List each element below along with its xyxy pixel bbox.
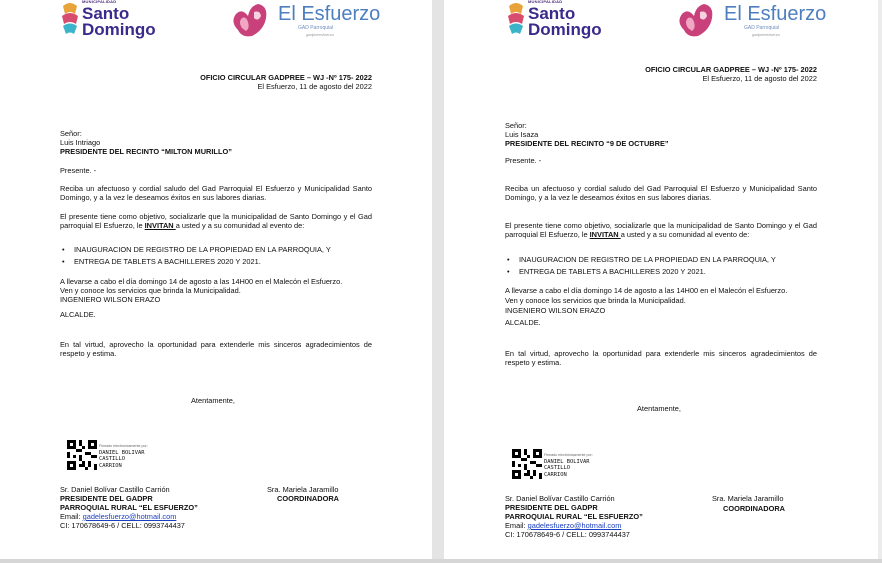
list-item: • ENTREGA DE TABLETS A BACHILLERES 2020 Y 2021.: [60, 256, 331, 268]
list-item: • INAUGURACION DE REGISTRO DE LA PROPIEDAD EN LA PARROQUIA, Y: [505, 254, 776, 266]
objective-before: El presente tiene como objetivo, socializarle que la municipalidad de Santo Domingo y el Gad parroquial El Esfuerzo, le: [505, 221, 817, 239]
email-label: Email:: [505, 521, 528, 530]
el-esfuerzo-logo: [674, 0, 827, 42]
santo-domingo-word-2: Domingo: [82, 20, 156, 39]
salutation: Señor:: [60, 129, 82, 138]
mayor-line: ALCALDE.: [505, 318, 541, 327]
horizontal-scrollbar[interactable]: [0, 559, 882, 563]
atentamente: Atentamente,: [191, 396, 235, 405]
signature-name-line: CARRION: [544, 471, 567, 478]
closing-paragraph: En tal virtud, aprovecho la oportunidad para extenderle mis sinceros agradecimientos de respeto y estima.: [505, 349, 817, 367]
signature-name-line: CASTILLO: [544, 465, 570, 471]
engineer-line: INGENIERO WILSON ERAZO: [60, 295, 161, 304]
signature-caption: Firmado electrónicamente por:: [544, 453, 593, 457]
email-label: Email:: [60, 512, 83, 521]
signer-org: PARROQUIAL RURAL “EL ESFUERZO”: [60, 503, 198, 512]
el-esfuerzo-title: El Esfuerzo: [724, 3, 827, 25]
objective-paragraph: [505, 222, 817, 239]
greeting-paragraph: Reciba un afectuoso y cordial saludo del Gad Parroquial El Esfuerzo y Municipalidad Santo Domingo, y a la vez le deseamos éxitos en sus labores diarias.: [505, 184, 817, 202]
signer-title: PRESIDENTE DEL GADPR: [60, 494, 153, 503]
recipient-title: PRESIDENTE DEL RECINTO “MILTON MURILLO”: [60, 147, 232, 156]
el-esfuerzo-tagline: gadpreesfuerzo: [752, 32, 780, 37]
el-esfuerzo-mark-icon: [674, 0, 720, 40]
page-gutter: [432, 0, 444, 563]
santo-domingo-crest-icon: [506, 0, 526, 36]
el-esfuerzo-title: El Esfuerzo: [278, 3, 381, 25]
document-page-left: [0, 0, 432, 559]
santo-domingo-logo: [506, 0, 606, 40]
santo-domingo-top-text: MUNICIPALIDAD: [82, 0, 117, 4]
recipient-name: Luis Isaza: [505, 130, 539, 139]
objective-before: El presente tiene como objetivo, socializarle que la municipalidad de Santo Domingo y el Gad parroquial El Esfuerzo, le: [60, 212, 372, 230]
el-esfuerzo-tagline: gadpreesfuerzo: [306, 32, 334, 37]
santo-domingo-word-1: Santo: [528, 4, 576, 23]
objective-paragraph: [60, 213, 372, 230]
digital-signature-text: [544, 452, 593, 478]
services-line: Ven y conoce los servicios que brinda la Municipalidad.: [505, 296, 686, 305]
recipient-title: PRESIDENTE DEL RECINTO “9 DE OCTUBRE”: [505, 139, 669, 148]
when-line: A llevarse a cabo el día domingo 14 de agosto a las 14H00 en el Malecón el Esfuerzo.: [505, 286, 788, 295]
el-esfuerzo-subtitle: GAD Parroquial: [744, 25, 780, 31]
coordinator-name: Sra. Mariela Jaramillo: [712, 494, 784, 503]
date-line: El Esfuerzo, 11 de agosto del 2022: [702, 74, 817, 83]
el-esfuerzo-subtitle: GAD Parroquial: [298, 25, 334, 31]
invitan-word: INVITAN: [589, 229, 621, 239]
el-esfuerzo-mark-icon: [228, 0, 274, 40]
event-list: [505, 254, 776, 277]
services-line: Ven y conoce los servicios que brinda la Municipalidad.: [60, 286, 241, 295]
coordinator-title: COORDINADORA: [723, 504, 785, 513]
signature-caption: Firmado electrónicamente por:: [99, 444, 148, 448]
santo-domingo-top-text: MUNICIPALIDAD: [528, 0, 563, 4]
objective-after: a usted y a su comunidad al evento de:: [620, 229, 750, 239]
invitan-word: INVITAN: [144, 220, 176, 230]
qr-code-icon: [67, 440, 97, 470]
date-line: El Esfuerzo, 11 de agosto del 2022: [257, 82, 372, 91]
presente: Presente. -: [505, 156, 542, 165]
signer-name: Sr. Daniel Bolívar Castillo Carrión: [505, 494, 615, 503]
recipient-name: Luis Intriago: [60, 138, 101, 147]
santo-domingo-crest-icon: [60, 0, 80, 36]
santo-domingo-logo: [60, 0, 160, 40]
email-link[interactable]: gadelesfuerzo@hotmail.com: [82, 512, 177, 521]
mayor-line: ALCALDE.: [60, 310, 96, 319]
objective-after: a usted y a su comunidad al evento de:: [175, 220, 305, 230]
presente: Presente. -: [60, 166, 97, 175]
when-line: A llevarse a cabo el día domingo 14 de agosto a las 14H00 en el Malecón el Esfuerzo.: [60, 277, 343, 286]
document-page-right: [444, 0, 878, 559]
closing-paragraph: En tal virtud, aprovecho la oportunidad para extenderle mis sinceros agradecimientos de respeto y estima.: [60, 340, 372, 358]
email-link[interactable]: gadelesfuerzo@hotmail.com: [527, 521, 622, 530]
santo-domingo-word-1: Santo: [82, 4, 130, 23]
santo-domingo-word-2: Domingo: [528, 20, 602, 39]
list-item: • INAUGURACION DE REGISTRO DE LA PROPIEDAD EN LA PARROQUIA, Y: [60, 244, 331, 256]
oficio-number: OFICIO CIRCULAR GADPREE – WJ -Nº 175- 2022: [645, 65, 817, 74]
atentamente: Atentamente,: [637, 404, 681, 413]
salutation: Señor:: [505, 121, 527, 130]
ci-line: CI: 170678649-6 / CELL: 0993744437: [60, 521, 185, 530]
greeting-paragraph: Reciba un afectuoso y cordial saludo del Gad Parroquial El Esfuerzo y Municipalidad Santo Domingo, y a la vez le deseamos éxitos en sus labores diarias.: [60, 184, 372, 202]
signer-name: Sr. Daniel Bolívar Castillo Carrión: [60, 485, 170, 494]
oficio-number: OFICIO CIRCULAR GADPREE – WJ -Nº 175- 2022: [200, 73, 372, 82]
signer-org: PARROQUIAL RURAL “EL ESFUERZO”: [505, 512, 643, 521]
engineer-line: INGENIERO WILSON ERAZO: [505, 306, 606, 315]
signature-name-line: DANIEL BOLIVAR: [544, 458, 590, 465]
signature-name-line: CARRION: [99, 462, 122, 469]
digital-signature-text: [99, 443, 148, 469]
list-item: • ENTREGA DE TABLETS A BACHILLERES 2020 Y 2021.: [505, 266, 776, 278]
signature-name-line: DANIEL BOLIVAR: [99, 449, 145, 456]
ci-line: CI: 170678649-6 / CELL: 0993744437: [505, 530, 630, 539]
event-list: [60, 244, 331, 267]
signature-name-line: CASTILLO: [99, 456, 125, 462]
coordinator-name: Sra. Mariela Jaramillo: [267, 485, 339, 494]
coordinator-title: COORDINADORA: [277, 494, 339, 503]
el-esfuerzo-logo: [228, 0, 381, 42]
signer-title: PRESIDENTE DEL GADPR: [505, 503, 598, 512]
qr-code-icon: [512, 449, 542, 479]
